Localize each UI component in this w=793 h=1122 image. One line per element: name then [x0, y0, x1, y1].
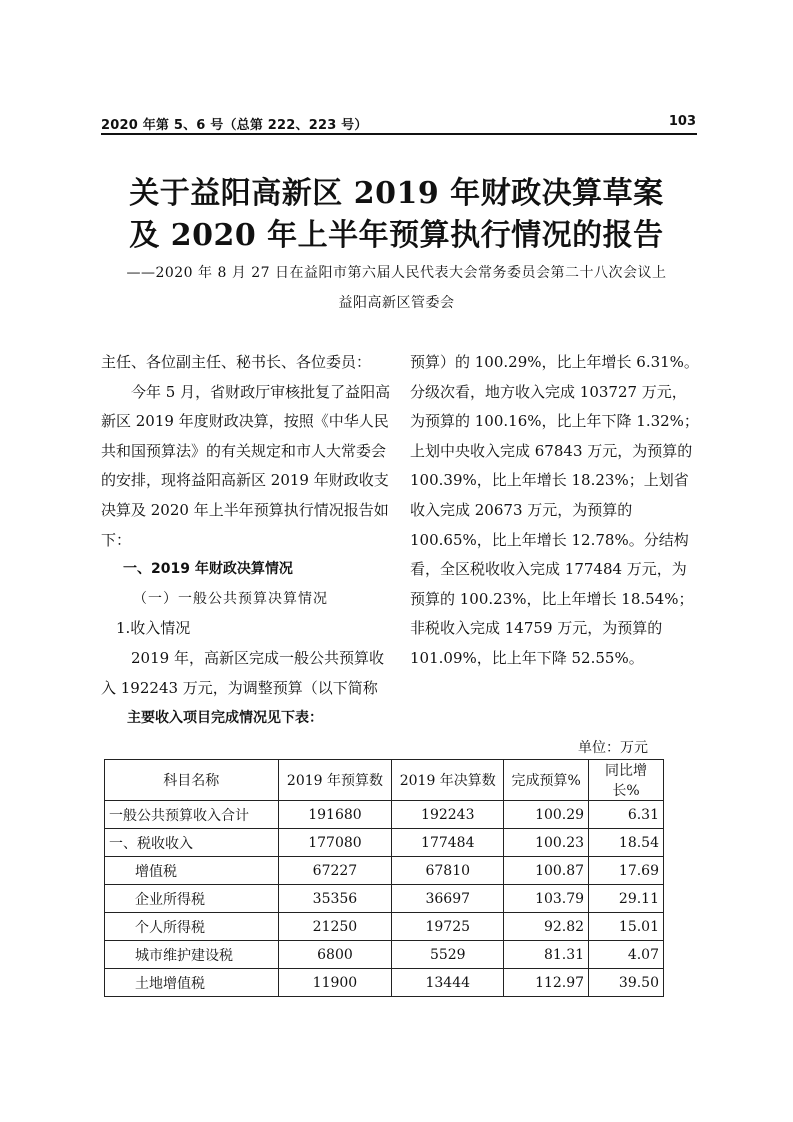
budget-value: 35356: [278, 885, 392, 913]
item-heading: 1.收入情况: [116, 619, 191, 638]
revenue-paragraph-continued: 预算）的 100.29%，比上年增长 6.31%。分级次看，地方收入完成 103727 万元，为预算的 100.16%，比上年下降 1.32%；上划中央收入完成 67843 万元，为预算的 100.39%，比上年增长 18.23%；上划省收入完成 20673 万元，为预算的 100.65%，比上年增长 12.78%。分结构看，全区税收收入完成 177484 万元，为预算的 100.23%，比上年增长 18.54%；非税收入完成 14759 万元，为预算的 101.09%，比上年下降 52.55%。: [410, 353, 699, 667]
salutation: 主任、各位副主任、秘书长、各位委员：: [101, 353, 372, 371]
item-name: 城市维护建设税: [105, 941, 279, 969]
report-title-line-2: 及 2020 年上半年预算执行情况的报告: [129, 218, 664, 253]
table-row: [105, 885, 664, 913]
item-name: 一、税收收入: [105, 829, 279, 857]
revenue-table: [104, 759, 664, 997]
journal-issue: 2020 年第 5、6 号（总第 222、223 号）: [101, 118, 368, 133]
revenue-paragraph-start: 2019 年，高新区完成一般公共预算收入 192243 万元，为调整预算（以下简称: [101, 648, 384, 697]
item-name: 个人所得税: [105, 913, 279, 941]
table-row: [105, 801, 664, 829]
column-header: 完成预算%: [504, 760, 589, 801]
column-header: 科目名称: [105, 760, 279, 801]
final-value: 67810: [392, 857, 504, 885]
completion-rate: 81.31: [504, 941, 589, 969]
budget-value: 21250: [278, 913, 392, 941]
budget-value: 11900: [278, 969, 392, 997]
section-heading: 一、2019 年财政决算情况: [123, 561, 293, 578]
completion-rate: 100.23: [504, 829, 589, 857]
growth-rate: 4.07: [589, 941, 664, 969]
table-row: [105, 913, 664, 941]
budget-value: 6800: [278, 941, 392, 969]
report-occasion: ——2020 年 8 月 27 日在益阳市第六届人民代表大会常务委员会第二十八次会议上: [126, 265, 667, 281]
table-row: [105, 941, 664, 969]
final-value: 192243: [392, 801, 504, 829]
body-column-left: [101, 348, 391, 703]
report-title-line-1: 关于益阳高新区 2019 年财政决算草案: [129, 176, 664, 211]
final-value: 19725: [392, 913, 504, 941]
table-header-row: [105, 760, 664, 801]
growth-rate: 39.50: [589, 969, 664, 997]
subsection-heading: （一）一般公共预算决算情况: [133, 590, 328, 607]
completion-rate: 103.79: [504, 885, 589, 913]
completion-rate: 112.97: [504, 969, 589, 997]
item-name: 企业所得税: [105, 885, 279, 913]
completion-rate: 92.82: [504, 913, 589, 941]
table-unit: 单位：万元: [578, 740, 648, 756]
table-row: [105, 857, 664, 885]
header-divider: [101, 133, 697, 135]
growth-rate: 29.11: [589, 885, 664, 913]
report-author: 益阳高新区管委会: [338, 295, 455, 311]
column-header: 同比增长%: [589, 760, 664, 801]
budget-value: 67227: [278, 857, 392, 885]
completion-rate: 100.87: [504, 857, 589, 885]
growth-rate: 17.69: [589, 857, 664, 885]
table-caption: 主要收入项目完成情况见下表：: [127, 710, 323, 726]
item-name: 土地增值税: [105, 969, 279, 997]
final-value: 13444: [392, 969, 504, 997]
page-number: 103: [668, 114, 696, 129]
column-header: 2019 年预算数: [278, 760, 392, 801]
body-column-right: [410, 348, 700, 674]
final-value: 5529: [392, 941, 504, 969]
item-name: 一般公共预算收入合计: [105, 801, 279, 829]
growth-rate: 6.31: [589, 801, 664, 829]
growth-rate: 15.01: [589, 913, 664, 941]
table-row: [105, 969, 664, 997]
growth-rate: 18.54: [589, 829, 664, 857]
column-header: 2019 年决算数: [392, 760, 504, 801]
completion-rate: 100.29: [504, 801, 589, 829]
final-value: 177484: [392, 829, 504, 857]
intro-paragraph: 今年 5 月，省财政厅审核批复了益阳高新区 2019 年度财政决算，按照《中华人民共和国预算法》的有关规定和市人大常委会的安排，现将益阳高新区 2019 年财政收支决算及 2020 年上半年预算执行情况报告如下：: [101, 382, 391, 549]
final-value: 36697: [392, 885, 504, 913]
budget-value: 191680: [278, 801, 392, 829]
table-row: [105, 829, 664, 857]
item-name: 增值税: [105, 857, 279, 885]
budget-value: 177080: [278, 829, 392, 857]
